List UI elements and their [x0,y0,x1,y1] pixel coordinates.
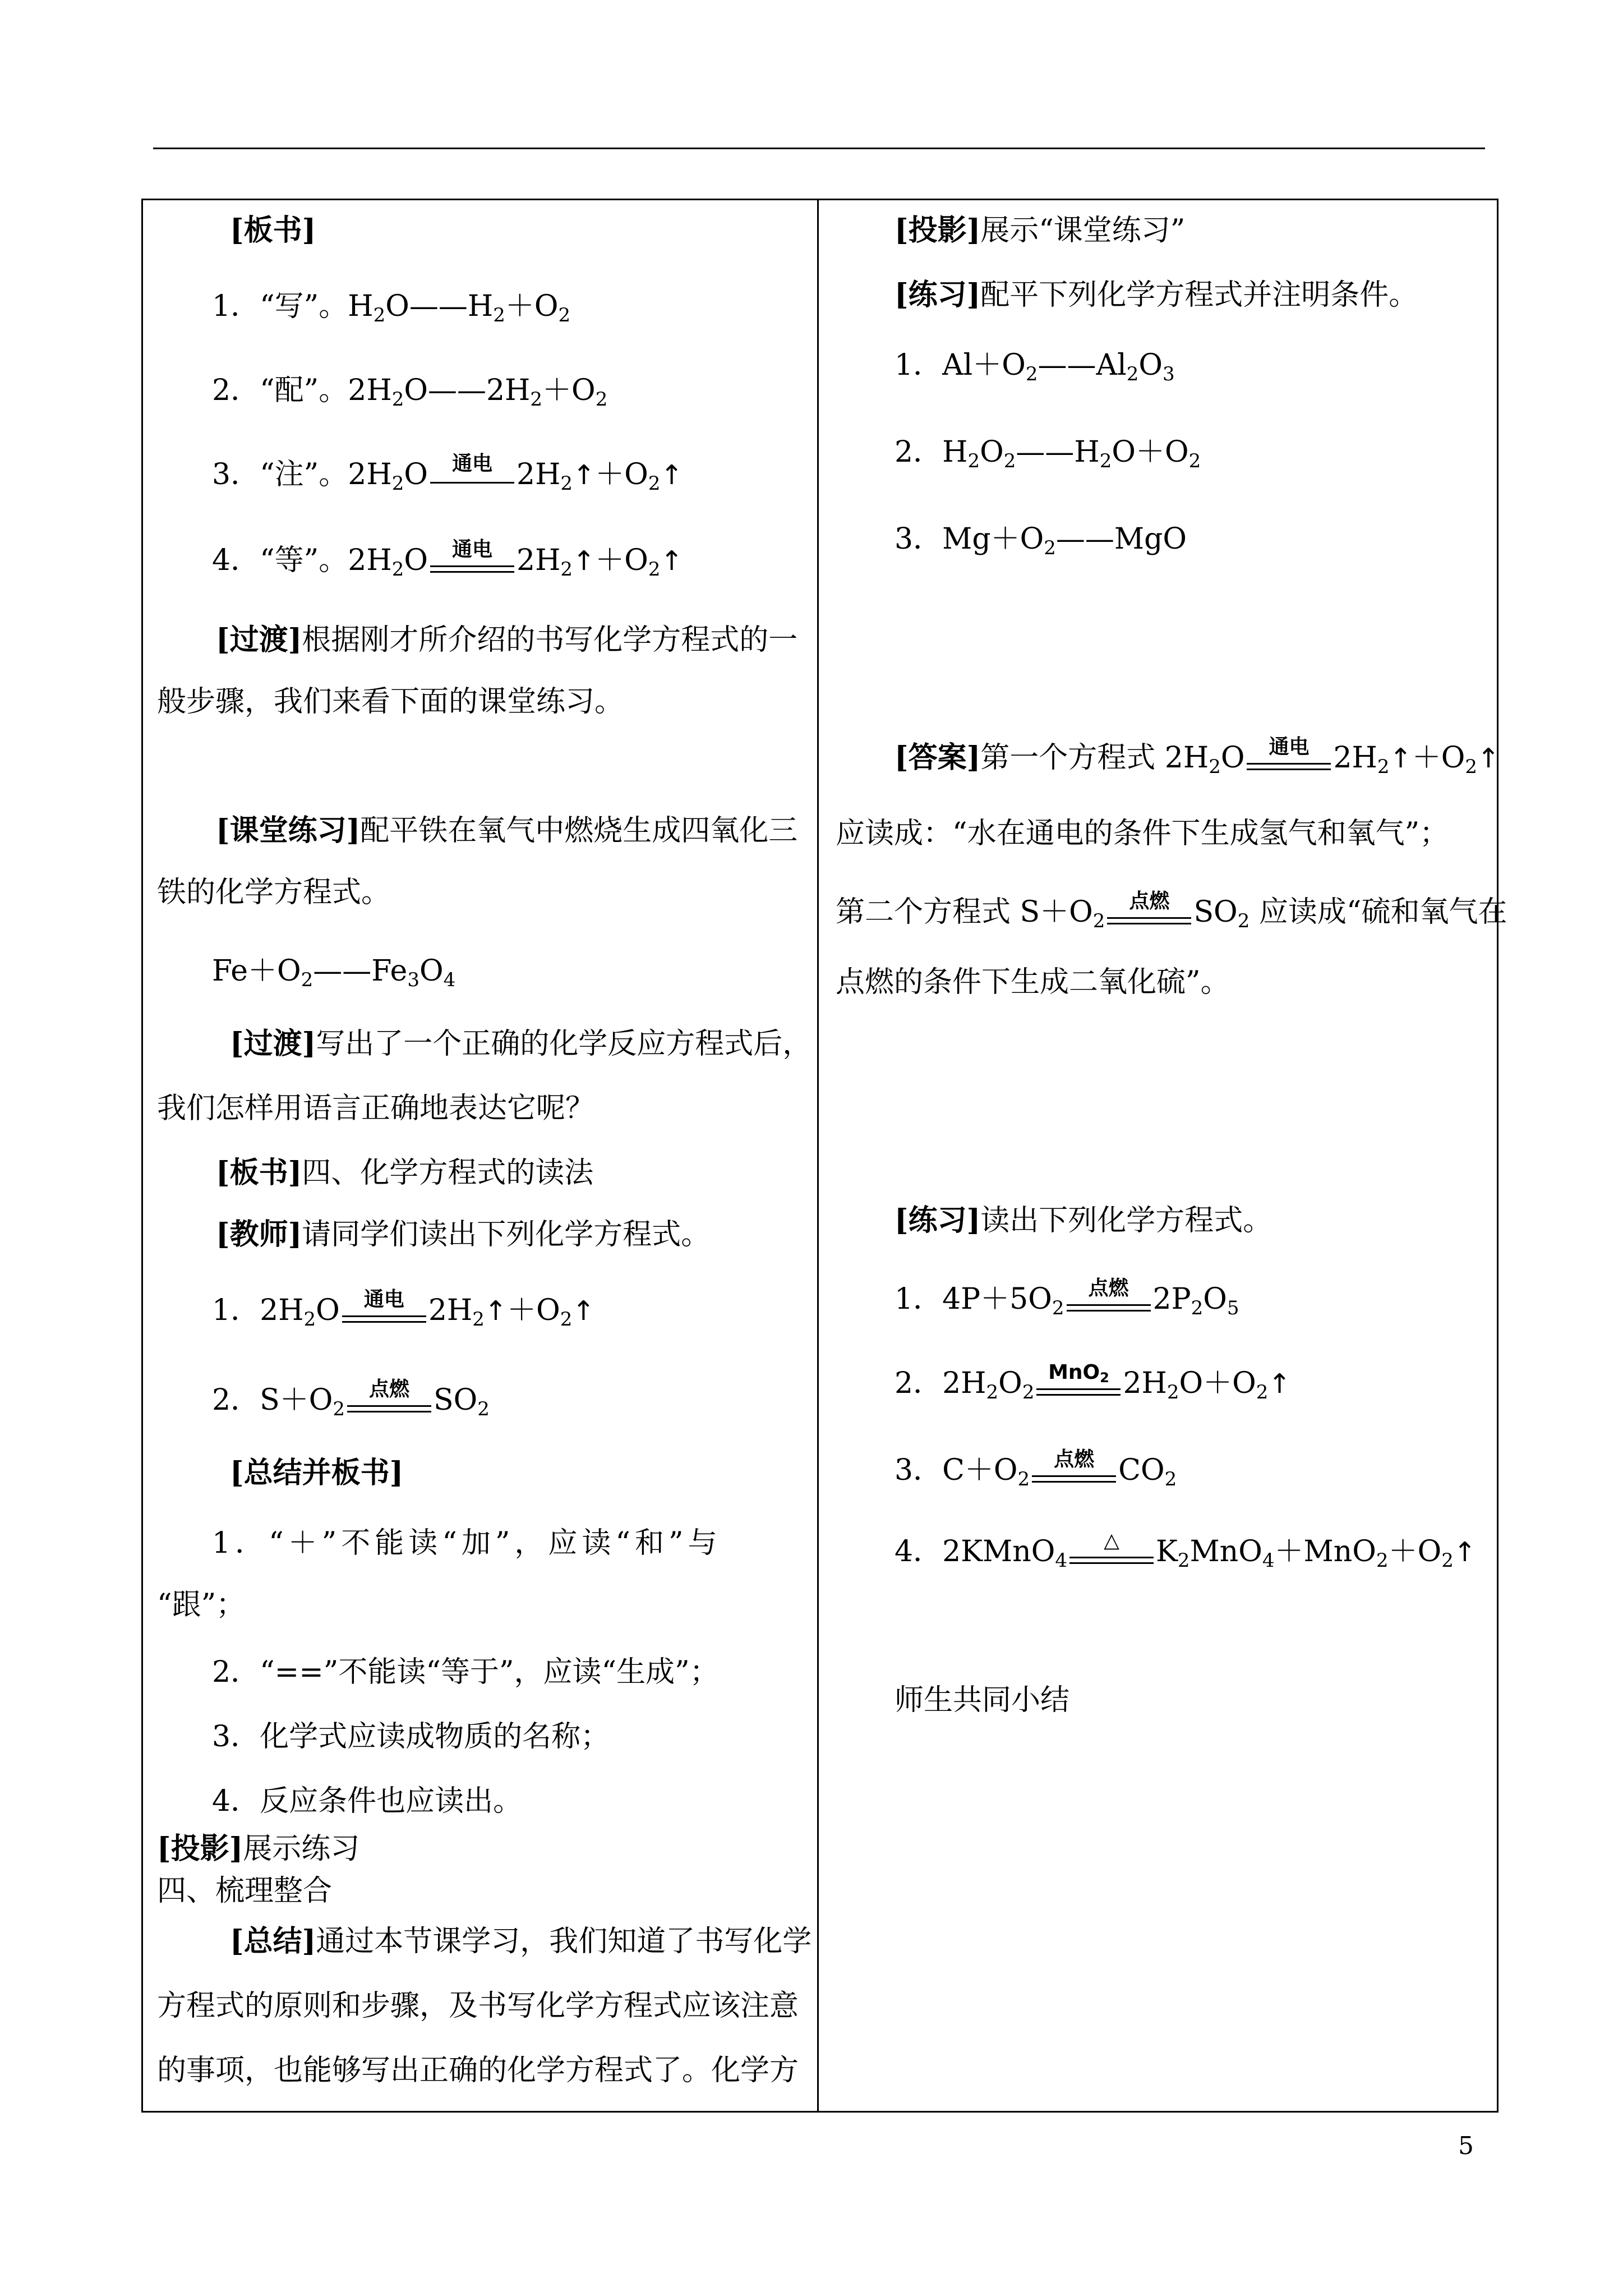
exercise-eq-3: 3．$Mg+O_2——MgO$ [895,522,1187,559]
answer-cont-3: 点燃的条件下生成二氧化硫”。 [836,965,1230,999]
fe-equation: $Fe+O_2——Fe_3O_4$ [212,954,456,991]
class-practice: [课堂练习]配平铁在氧气中燃烧生成四氧化三 [216,813,798,848]
read-eq-2: 2．$2H_2O_2$ MnO$_2$ $2H_2O+O_2↑$ [895,1360,1291,1404]
condition-tongdian: 通电 [342,1295,426,1330]
condition-dianran: 点燃 [347,1385,431,1420]
step-2: 2．“配”。$2H_2O——2H_2+O_2$ [212,374,608,411]
rule-3: 3．化学式应读成物质的名称； [212,1720,610,1754]
transition-1-cont: 般步骤，我们来看下面的课堂练习。 [157,685,624,719]
transition-2-cont: 我们怎样用语言正确地表达它呢？ [157,1092,595,1125]
banshu-label: [板书] [230,213,316,247]
condition-heat: △ [1069,1536,1154,1571]
rule-2: 2．“==”不能读“等于”，应读“生成”； [212,1655,719,1689]
exercise-eq-1: 1．$Al+O_2——Al_2O_3$ [895,348,1175,385]
section-4-title: 四、梳理整合 [157,1874,333,1908]
closing-summary: 师生共同小结 [895,1683,1070,1717]
exercise-eq-2: 2．$H_2O_2——H_2O+O_2$ [895,435,1201,472]
step-4: 4．“等”。$2H_2O$ 通电 $2H_2↑+O_2↑$ [212,537,683,581]
step-1: 1．“写”。$H_2O——H_2+O_2$ [212,289,571,326]
column-divider [817,199,819,2113]
conclusion-cont-1: 方程式的原则和步骤，及书写化学方程式应该注意 [157,1989,799,2023]
class-practice-cont: 铁的化学方程式。 [157,876,391,909]
teacher: [教师]请同学们读出下列化学方程式。 [216,1217,711,1251]
rule-1-cont: “跟”； [157,1588,246,1622]
header-rule [153,148,1485,149]
condition-dianran: 点燃 [1107,897,1191,932]
condition-tongdian: 通电 [1247,743,1331,777]
read-eq-3: 3．$C+O_2$ 点燃 $CO_2$ [895,1447,1177,1490]
rule-4: 4．反应条件也应读出。 [212,1784,523,1818]
answer-cont-2: 第二个方程式 $S+O_2$ 点燃 $SO_2$ 应读成“硫和氧气在 [836,889,1507,932]
banshu-2: [板书]四、化学方程式的读法 [216,1156,594,1190]
step-3: 3．“注”。$2H_2O$ 通电 $2H_2↑+O_2↑$ [212,452,683,495]
answer: [答案]第一个方程式 $2H_2O$ 通电 $2H_2↑+O_2↑$ [895,735,1500,778]
rule-1: 1．“＋”不能读“加”，应读“和”与 [212,1526,722,1560]
condition-dianran: 点燃 [1032,1455,1116,1490]
exercise-read: [练习]读出下列化学方程式。 [895,1203,1272,1237]
conclusion-cont-2: 的事项，也能够写出正确的化学方程式了。化学方 [157,2054,799,2087]
reading-eq-2: 2．$S+O_2$ 点燃 $SO_2$ [212,1377,490,1420]
read-eq-4: 4．2KMnO$_4$ △ $K_2MnO_4+MnO_2+O_2↑$ [895,1529,1477,1572]
transition-1: [过渡]根据刚才所介绍的书写化学方程式的一 [216,623,798,657]
projection-practice: [投影]展示练习 [157,1832,360,1866]
page-number: 5 [1458,2132,1474,2160]
condition-tongdian: 通电 [430,459,514,494]
summary-label: [总结并板书] [230,1456,404,1490]
conclusion: [总结]通过本节课学习，我们知道了书写化学 [230,1924,812,1958]
reading-eq-1: 1．$2H_2O$ 通电 $2H_2↑+O_2↑$ [212,1287,595,1331]
answer-cont-1: 应读成：“水在通电的条件下生成氢气和氧气”； [836,817,1449,850]
exercise-balance: [练习]配平下列化学方程式并注明条件。 [895,278,1418,312]
transition-2: [过渡]写出了一个正确的化学反应方程式后， [230,1027,812,1061]
read-eq-1: 1．$4P+5O_2$ 点燃 $2P_2O_5$ [895,1276,1239,1319]
condition-tongdian: 通电 [430,545,514,580]
projection-class-practice: [投影]展示“课堂练习” [895,213,1186,247]
condition-mno2: MnO$_2$ [1036,1368,1121,1403]
condition-dianran: 点燃 [1067,1284,1151,1319]
